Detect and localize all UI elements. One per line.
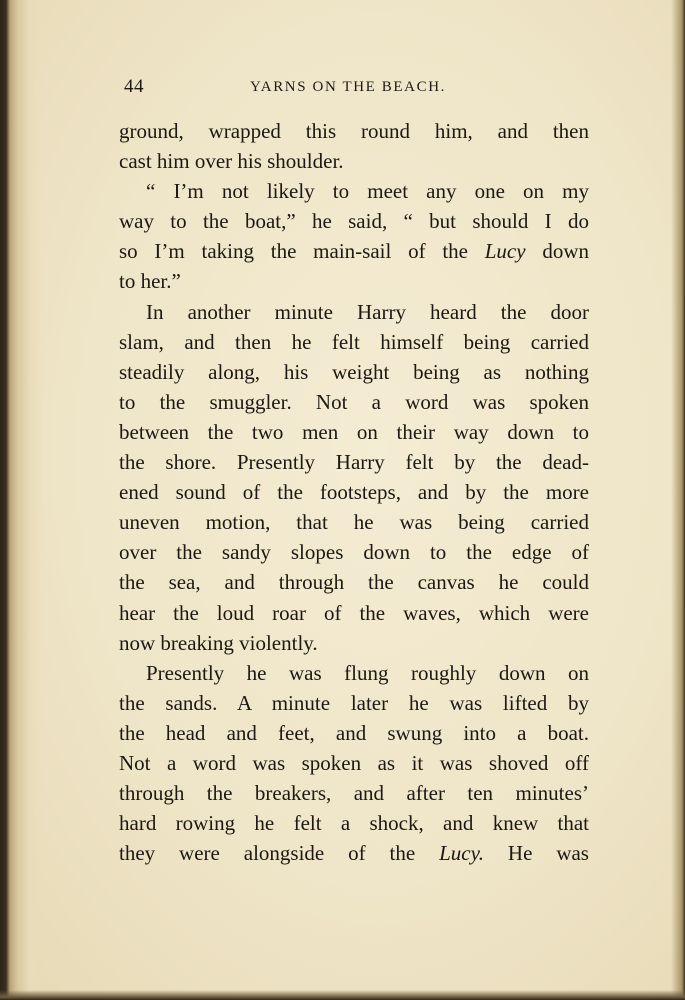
text-line: slam, and then he felt himself being carried <box>119 329 589 354</box>
page-bottom-edge <box>0 990 685 1000</box>
ship-name: Lucy <box>484 239 526 264</box>
text-line: through the breakers, and after ten minutes’ <box>119 781 589 806</box>
line-segment: they were alongside of the <box>119 841 440 866</box>
text-line: way to the boat,” he said, “ but should I do <box>119 209 589 234</box>
text-line: Not a word was spoken as it was shoved off <box>119 750 589 775</box>
text-line: hear the loud roar of the waves, which were <box>119 600 589 625</box>
line-segment: so I’m taking the main-sail of the <box>119 239 485 264</box>
text-line <box>119 838 589 868</box>
text-line: uneven motion, that he was being carried <box>119 510 589 535</box>
text-line: Presently he was flung roughly down on <box>146 660 589 685</box>
line-segment: He was <box>484 841 589 866</box>
binding-gutter <box>0 0 42 1000</box>
text-line: the sea, and through the canvas he could <box>119 570 589 595</box>
page-right-edge <box>671 0 685 1000</box>
text-line: ground, wrapped this round him, and then <box>119 119 589 143</box>
text-line: cast him over his shoulder. <box>119 149 344 174</box>
page-header <box>124 76 584 100</box>
text-line: the head and feet, and swung into a boat. <box>119 720 589 745</box>
text-line: In another minute Harry heard the door <box>146 299 589 324</box>
text-line: “ I’m not likely to meet any one on my <box>146 179 589 204</box>
ship-name: Lucy. <box>439 841 485 866</box>
text-line: the shore. Presently Harry felt by the dead- <box>119 450 589 475</box>
running-title: YARNS ON THE BEACH. <box>250 79 446 95</box>
line-segment: down <box>525 239 590 264</box>
text-line: hard rowing he felt a shock, and knew that <box>119 811 589 836</box>
text-line: now breaking violently. <box>119 630 318 655</box>
text-line: ened sound of the footsteps, and by the more <box>119 480 589 505</box>
text-line: to the smuggler. Not a word was spoken <box>119 389 589 414</box>
text-line <box>119 236 589 266</box>
page-number: 44 <box>124 76 144 97</box>
text-line: over the sandy slopes down to the edge of <box>119 540 589 565</box>
text-line: to her.” <box>119 269 181 294</box>
text-line: the sands. A minute later he was lifted by <box>119 690 589 715</box>
body-text <box>119 116 589 868</box>
text-line: steadily along, his weight being as nothing <box>119 359 589 384</box>
text-line: between the two men on their way down to <box>119 419 589 444</box>
